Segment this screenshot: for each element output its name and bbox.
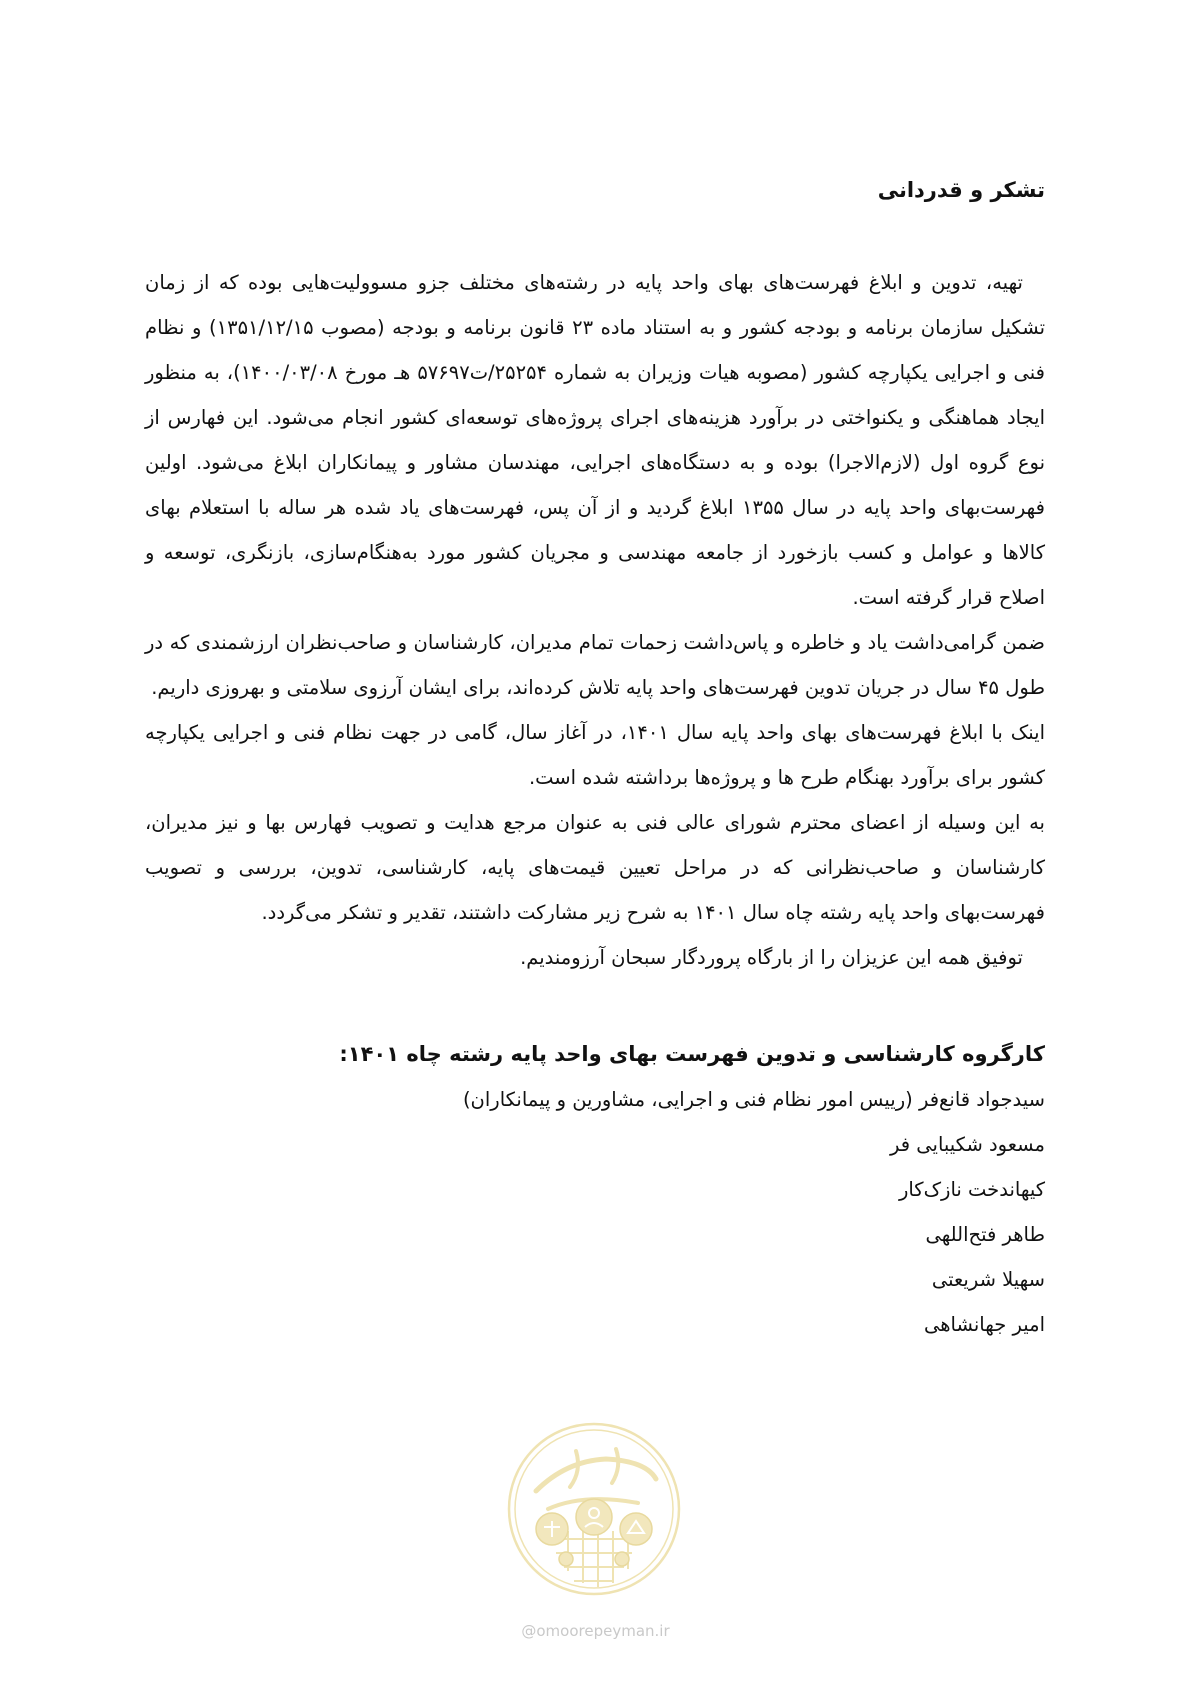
paragraph-thanks: به این وسیله از اعضای محترم شورای عالی فنی به عنوان مرجع هدایت و تصویب فهارس بها و نیز مدیران، کارشناسان و صاحب‌نظرانی که در مراحل تعیین قیمت‌های پایه، کارشناسی، تدوین، بررسی و تصویب فهرست‌بهای واحد پایه رشته چاه سال ۱۴۰۱ به شرح زیر مشارکت داشتند، تقدیر و تشکر می‌گردد. xyxy=(145,811,1045,924)
paragraph-commemoration: ضمن گرامی‌داشت یاد و خاطره و پاس‌داشت زحمات تمام مدیران، کارشناسان و صاحب‌نظران ارزشمندی که در طول ۴۵ سال در جریان تدوین فهرست‌های واحد پایه تلاش کرده‌اند، برای ایشان آرزوی سلامتی و بهروزی داریم. xyxy=(145,631,1045,699)
team-title: کارگروه کارشناسی و تدوین فهرست بهای واحد پایه رشته چاه ۱۴۰۱: xyxy=(339,1042,1045,1066)
watermark-logo-icon xyxy=(506,1421,682,1597)
page-content xyxy=(145,172,1045,1347)
team-member: طاهر فتح‌اللهی xyxy=(925,1223,1045,1246)
paragraph-intro: تهیه، تدوین و ابلاغ فهرست‌های بهای واحد پایه در رشته‌های مختلف جزو مسوولیت‌هایی بوده که از زمان تشکیل سازمان برنامه و بودجه کشور و به استناد ماده ۲۳ قانون برنامه و بودجه (مصوب ۱۳۵۱/۱۲/۱۵) و نظام فنی و اجرایی یکپارچه کشور (مصوبه هیات وزیران به شماره ۲۵۲۵۴/ت۵۷۶۹۷ هـ مورخ ۱۴۰۰/۰۳/۰۸)، به منظور ایجاد هماهنگی و یکنواختی در برآورد هزینه‌های اجرای پروژه‌های توسعه‌ای کشور انجام می‌شود. این فهارس از نوع گروه اول (لازم‌الاجرا) بوده و به دستگاه‌های اجرایی، مهندسان مشاور و پیمانکاران ابلاغ می‌شود. اولین فهرست‌بهای واحد پایه در سال ۱۳۵۵ ابلاغ گردید و از آن پس، فهرست‌های یاد شده هر ساله با استعلام بهای کالاها و عوامل و کسب بازخورد از جامعه مهندسی و مجریان کشور مورد به‌هنگام‌سازی، بازنگری، توسعه و اصلاح قرار گرفته است. xyxy=(145,271,1046,609)
team-member: مسعود شکیبایی فر xyxy=(890,1133,1045,1156)
team-members-list xyxy=(145,1077,1045,1347)
paragraph-announcement: اینک با ابلاغ فهرست‌های بهای واحد پایه سال ۱۴۰۱، در آغاز سال، گامی در جهت نظام فنی و اجرایی یکپارچه کشور برای برآورد بهنگام طرح ها و پروژه‌ها برداشته شده است. xyxy=(145,721,1045,789)
team-member: امیر جهانشاهی xyxy=(924,1313,1045,1336)
website-watermark: @omoorepeyman.ir xyxy=(521,1622,670,1640)
team-member: کیهاندخت نازک‌کار xyxy=(898,1178,1045,1201)
paragraph-closing: توفیق همه این عزیزان را از بارگاه پروردگار سبحان آرزومندیم. xyxy=(520,946,1023,969)
page-title: تشکر و قدردانی xyxy=(877,178,1045,202)
team-member: سهیلا شریعتی xyxy=(931,1268,1045,1291)
team-member: سیدجواد قانع‌فر (رییس امور نظام فنی و اجرایی، مشاورین و پیمانکاران) xyxy=(462,1088,1045,1111)
